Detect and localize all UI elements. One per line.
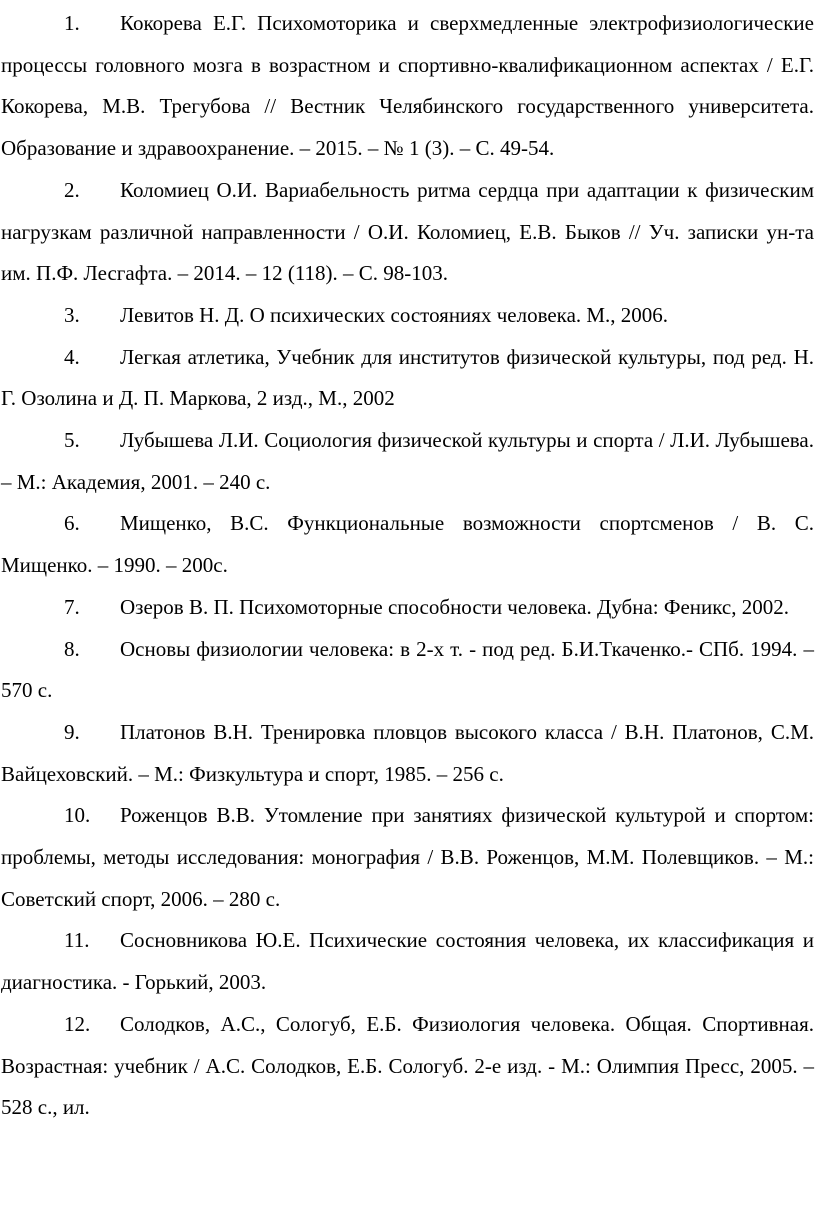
reference-number: 10. — [64, 803, 91, 828]
reference-number: 6. — [64, 511, 80, 536]
reference-number: 7. — [64, 594, 80, 619]
reference-list — [1, 3, 814, 1129]
reference-item — [1, 295, 814, 337]
reference-text: Кокорева Е.Г. Психомоторика и сверхмедленные электрофизиологические процессы головного мозга в возрастном и спортивно-квалификационном аспектах / Е.Г. Кокорева, М.В. Трегубова // Вестник Челябинского государственного университета. Образование и здравоохранение. – 2015. – № 1 (3). – С. 49-54. — [1, 11, 814, 161]
reference-number: 5. — [64, 428, 80, 453]
reference-text: Озеров В. П. Психомоторные способности человека. Дубна: Феникс, 2002. — [120, 594, 790, 619]
reference-number: 11. — [64, 928, 90, 953]
reference-item — [1, 337, 814, 420]
reference-number: 9. — [64, 719, 80, 744]
reference-text: Сосновникова Ю.Е. Психические состояния человека, их классификация и диагностика. - Горький, 2003. — [1, 928, 814, 995]
reference-number: 3. — [64, 302, 80, 327]
reference-item — [1, 920, 814, 1003]
reference-text: Легкая атлетика, Учебник для институтов физической культуры, под ред. Н. Г. Озолина и Д. П. Маркова, 2 изд., М., 2002 — [1, 344, 814, 411]
reference-number: 1. — [64, 11, 80, 35]
reference-item — [1, 795, 814, 920]
reference-number: 8. — [64, 636, 80, 661]
reference-text: Коломиец О.И. Вариабельность ритма сердца при адаптации к физическим нагрузкам различной направленности / О.И. Коломиец, Е.В. Быков // Уч. записки ун-та им. П.Ф. Лесгафта. – 2014. – 12 (118). – С. 98-103. — [1, 177, 814, 286]
reference-text: Платонов В.Н. Тренировка пловцов высокого класса / В.Н. Платонов, С.М. Вайцеховский. – М.: Физкультура и спорт, 1985. – 256 с. — [1, 719, 814, 786]
reference-text: Левитов Н. Д. О психических состояниях человека. М., 2006. — [120, 302, 669, 327]
reference-text: Солодков, А.С., Сологуб, Е.Б. Физиология человека. Общая. Спортивная. Возрастная: учебник / А.С. Солодков, Е.Б. Сологуб. 2-е изд. - М.: Олимпия Пресс, 2005. – 528 с., ил. — [1, 1011, 814, 1120]
reference-item — [1, 629, 814, 712]
reference-item — [1, 170, 814, 295]
reference-text: Мищенко, В.С. Функциональные возможности спортсменов / В. С. Мищенко. – 1990. – 200с. — [1, 511, 814, 578]
reference-number: 2. — [64, 177, 80, 202]
reference-item — [1, 587, 814, 629]
reference-item — [1, 503, 814, 586]
reference-item — [1, 420, 814, 503]
reference-number: 4. — [64, 344, 80, 369]
reference-number: 12. — [64, 1011, 91, 1036]
reference-text: Основы физиологии человека: в 2-х т. - под ред. Б.И.Ткаченко.- СПб. 1994. – 570 с. — [1, 636, 814, 703]
reference-item — [1, 1004, 814, 1129]
reference-item — [1, 712, 814, 795]
reference-item — [1, 3, 814, 170]
reference-text: Роженцов В.В. Утомление при занятиях физической культурой и спортом: проблемы, методы исследования: монография / В.В. Роженцов, М.М. Полевщиков. – М.: Советский спорт, 2006. – 280 с. — [1, 803, 814, 911]
reference-text: Лубышева Л.И. Социология физической культуры и спорта / Л.И. Лубышева. – М.: Академия, 2001. – 240 с. — [1, 428, 814, 494]
